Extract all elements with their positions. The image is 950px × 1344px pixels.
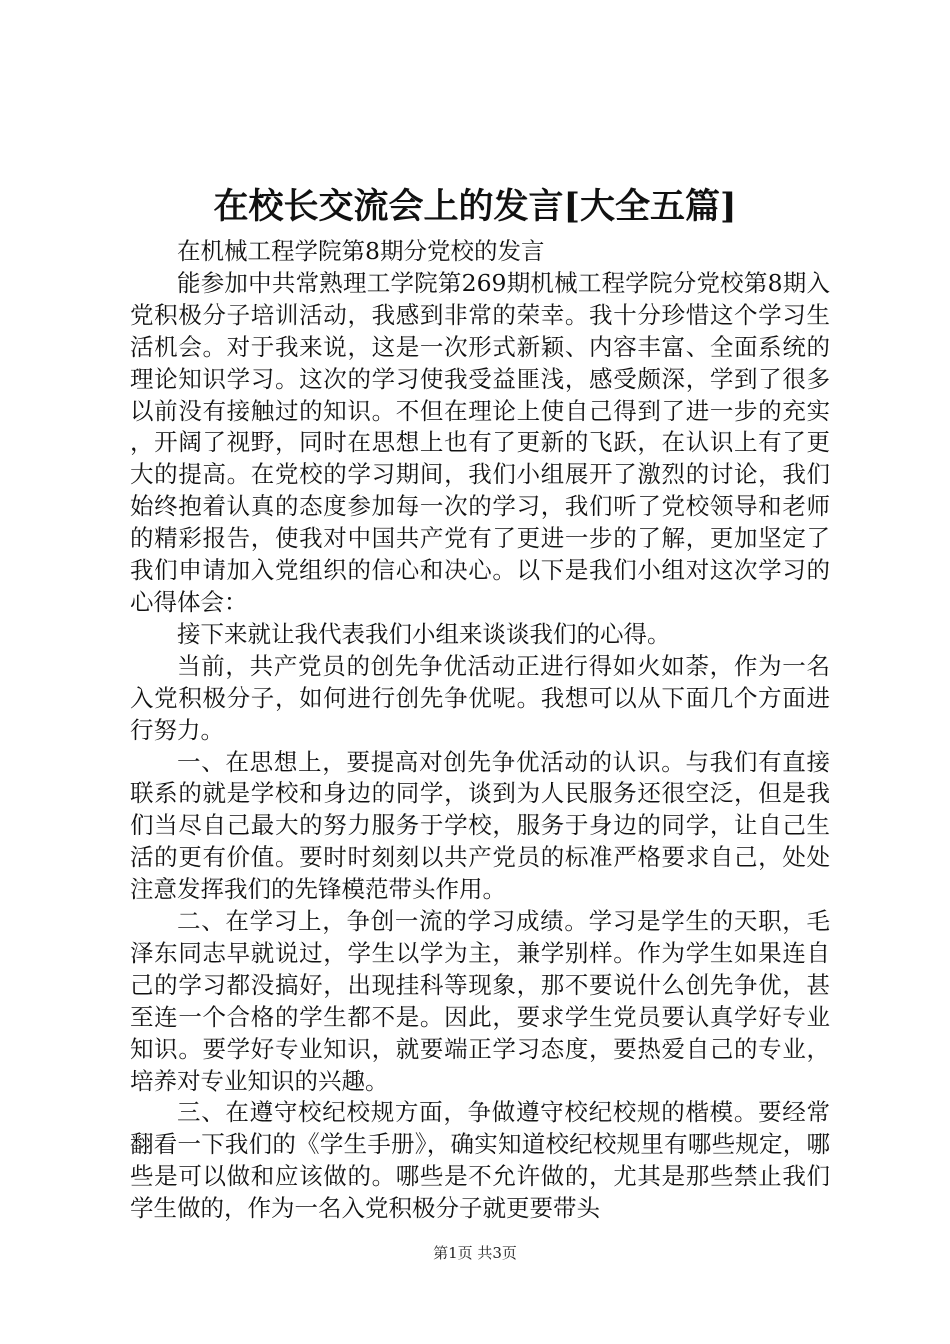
document-body	[130, 236, 830, 1225]
document-title: 在校长交流会上的发言[大全五篇]	[213, 186, 737, 227]
paragraph-context: 当前，共产党员的创先争优活动正进行得如火如荼，作为一名入党积极分子，如何进行创先争优呢。我想可以从下面几个方面进行努力。	[130, 651, 830, 744]
paragraph-intro: 能参加中共常熟理工学院第269期机械工程学院分党校第8期入党积极分子培训活动，我感到非常的荣幸。我十分珍惜这个学习生活机会。对于我来说，这是一次形式新颖、内容丰富、全面系统的理论知识学习。这次的学习使我受益匪浅，感受颇深，学到了很多以前没有接触过的知识。不但在理论上使自己得到了进一步的充实，开阔了视野，同时在思想上也有了更新的飞跃，在认识上有了更大的提高。在党校的学习期间，我们小组展开了激烈的讨论，我们始终抱着认真的态度参加每一次的学习，我们听了党校领导和老师的精彩报告，使我对中国共产党有了更进一步的了解，更加坚定了我们申请加入党组织的信心和决心。以下是我们小组对这次学习的心得体会：	[130, 268, 830, 616]
paragraph-point-one: 一、在思想上，要提高对创先争优活动的认识。与我们有直接联系的就是学校和身边的同学，谈到为人民服务还很空泛，但是我们当尽自己最大的努力服务于学校，服务于身边的同学，让自己生活的更有价值。要时时刻刻以共产党员的标准严格要求自己，处处注意发挥我们的先锋模范带头作用。	[130, 747, 830, 904]
paragraph-point-two: 二、在学习上，争创一流的学习成绩。学习是学生的天职，毛泽东同志早就说过，学生以学为主，兼学别样。作为学生如果连自己的学习都没搞好，出现挂科等现象，那不要说什么创先争优，甚至连一个合格的学生都不是。因此，要求学生党员要认真学好专业知识。要学好专业知识，就要端正学习态度，要热爱自己的专业，培养对专业知识的兴趣。	[130, 907, 830, 1095]
page-number-footer: 第1页 共3页	[433, 1244, 517, 1262]
paragraph-point-three: 三、在遵守校纪校规方面，争做遵守校纪校规的楷模。要经常翻看一下我们的《学生手册》，确实知道校纪校规里有哪些规定，哪些是可以做和应该做的。哪些是不允许做的，尤其是那些禁止我们学生做的，作为一名入党积极分子就更要带头	[130, 1098, 830, 1223]
paragraph-transition: 接下来就让我代表我们小组来谈谈我们的心得。	[177, 619, 671, 648]
paragraph-subtitle: 在机械工程学院第8期分党校的发言	[177, 237, 545, 265]
